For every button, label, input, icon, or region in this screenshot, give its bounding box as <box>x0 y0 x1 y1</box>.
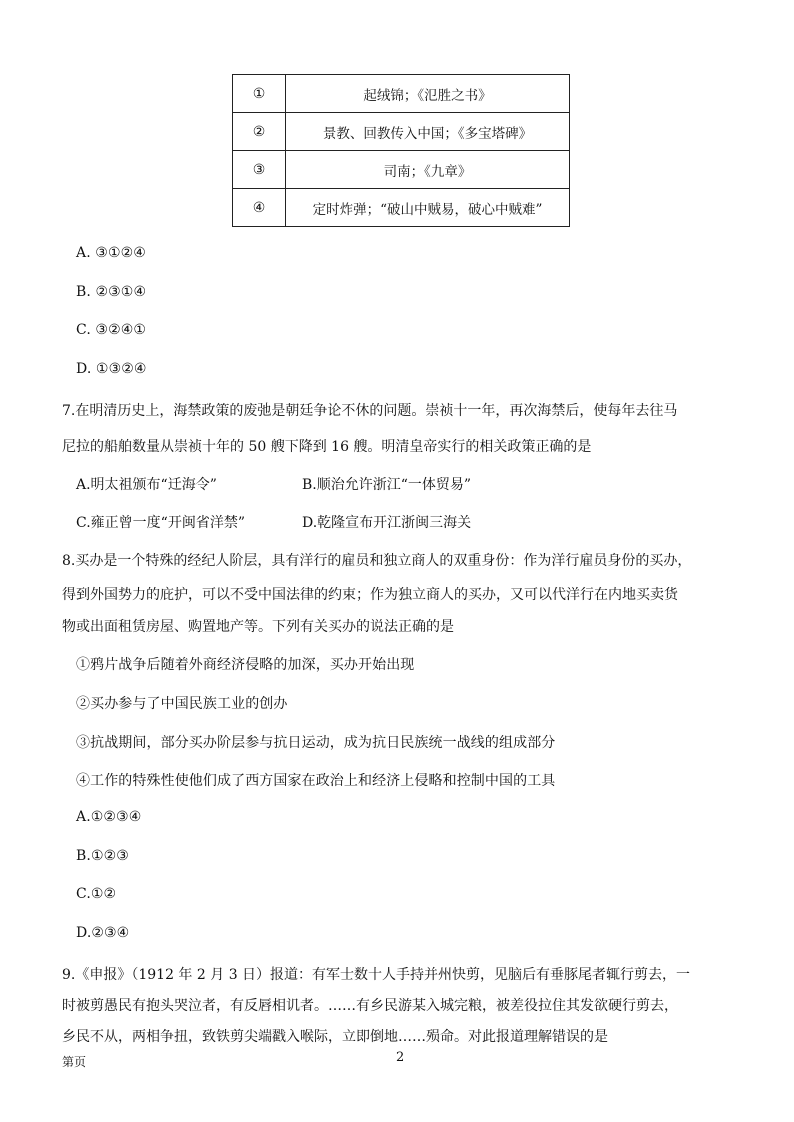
row-text: 景教、回教传入中国；《多宝塔碑》 <box>286 113 570 151</box>
matching-table <box>232 74 570 227</box>
q7-option-a: A.明太祖颁布“迁海令” <box>76 477 217 493</box>
row-text: 起绒锦；《氾胜之书》 <box>286 75 570 113</box>
q8-statement-3: ③抗战期间，部分买办阶层参与抗日运动，成为抗日民族统一战线的组成部分 <box>76 735 556 751</box>
q8-option-b: B.①②③ <box>76 848 129 864</box>
q6-option-a: A. ③①②④ <box>76 245 146 261</box>
document-page: ① 起绒锦；《氾胜之书》 ② 景教、回教传入中国；《多宝塔碑》 ③ 司南；《九章》 ④ 定时炸弹；“破山中贼易，破心中贼难” A. ③①②④ B. ②③①④ C. ③②④① D. ①③②④ 7.在明清历史上，海禁政策的废弛是朝廷争论不休的问题。崇祯十一年，再次海禁后，使每年去往马 尼拉的船舶数量从崇祯十年的 50 艘下降到 16 艘。明清皇帝实行的相关政策正确的是 A.明太祖颁布“迁海令” B.顺治允许浙江“一体贸易” C.雍正曾一度“开闽省洋禁” D.乾隆宣布开江浙闽三海关 8.买办是一个特殊的经纪人阶层，具有洋行的雇员和独立商人的双重身份：作为洋行雇员身份的买办， 得到外国势力的庇护，可以不受中国法律的约束；作为独立商人的买办，又可以代洋行在内地买卖货 物或出面租赁房屋、购置地产等。下列有关买办的说法正确的是 ①鸦片战争后随着外商经济侵略的加深，买办开始出现 ②买办参与了中国民族工业的创办 ③抗战期间，部分买办阶层参与抗日运动，成为抗日民族统一战线的组成部分 ④工作的特殊性使他们成了西方国家在政治上和经济上侵略和控制中国的工具 A.①②③④ B.①②③ C.①② D.②③④ 9.《申报》（1912 年 2 月 3 日）报道：有军士数十人手持并州快剪，见脑后有垂豚尾者辄行剪去，一 时被剪愚民有抱头哭泣者，有反唇相讥者。……有乡民游某入城完粮，被差役拉住其发欲硬行剪去， 乡民不从，两相争扭，致铁剪尖端戳入喉际，立即倒地……殒命。对此报道理解错误的是 第页 2 <box>0 0 794 1122</box>
q6-option-c: C. ③②④① <box>76 322 147 338</box>
table-row <box>233 75 570 113</box>
q7-option-b: B.顺治允许浙江“一体贸易” <box>302 477 472 493</box>
q8-statement-1: ①鸦片战争后随着外商经济侵略的加深，买办开始出现 <box>76 657 415 673</box>
q6-option-b: B. ②③①④ <box>76 284 147 300</box>
page-number: 2 <box>396 1050 405 1065</box>
q8-statement-2: ②买办参与了中国民族工业的创办 <box>76 696 288 712</box>
table-row <box>233 189 570 227</box>
table-row <box>233 113 570 151</box>
row-number: ② <box>233 113 286 151</box>
q8-statement-4: ④工作的特殊性使他们成了西方国家在政治上和经济上侵略和控制中国的工具 <box>76 773 556 789</box>
q7-option-d: D.乾隆宣布开江浙闽三海关 <box>302 515 472 531</box>
row-number: ③ <box>233 151 286 189</box>
q7-option-c: C.雍正曾一度“开闽省洋禁” <box>76 515 245 531</box>
q8-option-c: C.①② <box>76 886 117 902</box>
row-number: ① <box>233 75 286 113</box>
row-number: ④ <box>233 189 286 227</box>
q6-option-d: D. ①③②④ <box>76 361 147 377</box>
q8-option-a: A.①②③④ <box>76 809 142 825</box>
table-row <box>233 151 570 189</box>
row-text: 司南；《九章》 <box>286 151 570 189</box>
footer-page-label: 第页 <box>62 1055 87 1069</box>
q8-option-d: D.②③④ <box>76 925 130 941</box>
row-text: 定时炸弹；“破山中贼易，破心中贼难” <box>286 189 570 227</box>
